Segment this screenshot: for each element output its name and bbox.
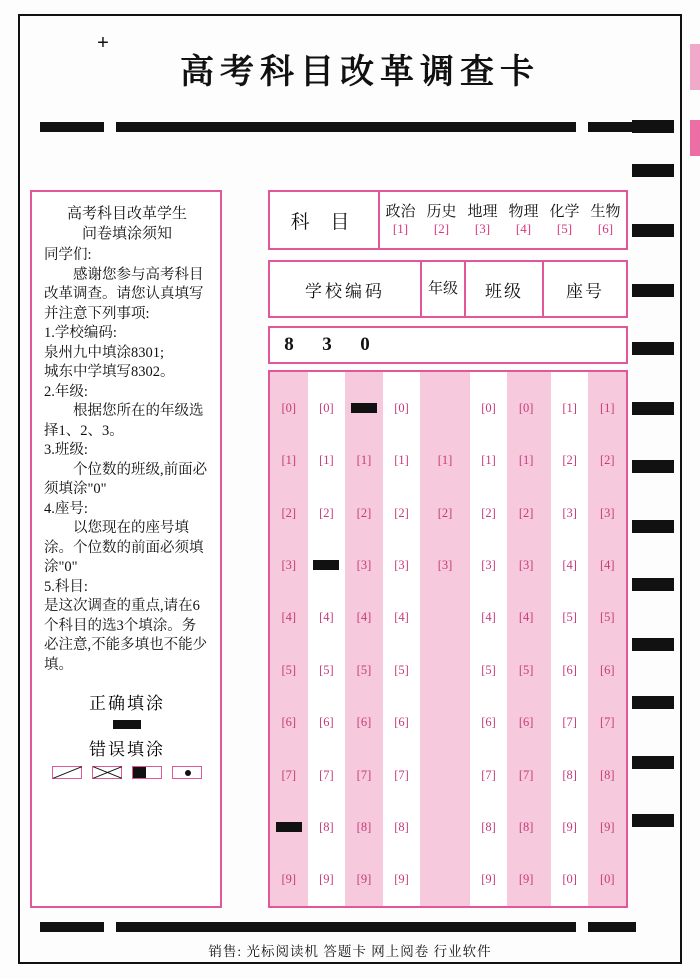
bubble-option[interactable]: [6]	[518, 715, 534, 730]
bubble-cell[interactable]	[519, 592, 534, 644]
bubble-option[interactable]: [5]	[394, 662, 409, 677]
bubble-option[interactable]: [7]	[481, 767, 496, 782]
bubble-option[interactable]: [7]	[562, 715, 577, 730]
bubble-cell[interactable]	[562, 434, 577, 486]
bubble-cell[interactable]	[394, 696, 409, 748]
bubble-cell[interactable]	[357, 487, 372, 539]
instruction-item-1-line-1: 泉州九中填涂8301;	[44, 344, 165, 361]
bubble-cell[interactable]	[481, 801, 496, 853]
bubble-cell[interactable]	[282, 539, 297, 591]
bubble-cell[interactable]	[432, 749, 458, 801]
bubble-cell[interactable]	[394, 539, 409, 591]
subject-table-label: 科 目	[290, 211, 358, 233]
printed-digit: 0	[360, 334, 370, 355]
bubble-option[interactable]: [4]	[319, 610, 334, 625]
instruction-item-3-head	[44, 441, 210, 461]
bubble-option[interactable]: [8]	[481, 819, 496, 834]
bubble-cell[interactable]	[319, 854, 334, 906]
instructions-salutation: 同学们:	[44, 247, 92, 263]
bubble-cell[interactable]	[319, 749, 334, 801]
bubble-cell[interactable]	[319, 801, 334, 853]
bubble-option[interactable]: [5]	[562, 610, 577, 625]
instructions-heading	[44, 204, 210, 244]
instruction-item-1-num: 1.	[44, 325, 55, 341]
bubble-option[interactable]: [5]	[599, 610, 615, 625]
bubble-empty	[432, 718, 458, 728]
bubble-empty	[432, 770, 458, 780]
bubble-option[interactable]: [8]	[599, 767, 615, 782]
correct-fill-label: 正确填涂	[89, 694, 165, 713]
bubble-cell[interactable]	[519, 539, 534, 591]
bubble-option[interactable]: [1]	[394, 453, 409, 468]
bubble-option[interactable]: [4]	[599, 557, 615, 572]
bubble-option[interactable]: [1]	[599, 400, 615, 415]
bubble-cell[interactable]	[313, 539, 339, 591]
instruction-item-4-line-1: 以您现在的座号填涂。个位数的前面必须填涂"0"	[44, 520, 204, 575]
bubble-cell[interactable]	[282, 487, 297, 539]
bubble-empty	[432, 613, 458, 623]
bubble-cell[interactable]	[432, 592, 458, 644]
identity-header-table	[268, 260, 628, 318]
registration-plus-icon: +	[97, 32, 109, 54]
bubble-option[interactable]: [2]	[437, 505, 453, 520]
bubble-cell[interactable]	[562, 382, 577, 434]
bubble-cell[interactable]	[600, 749, 615, 801]
bubble-option[interactable]: [3]	[518, 557, 534, 572]
bubble-option[interactable]: [0]	[481, 400, 496, 415]
bubble-option[interactable]: [6]	[394, 715, 409, 730]
bubble-option[interactable]: [3]	[437, 557, 453, 572]
bubble-column-grade[interactable]	[426, 372, 464, 906]
wrong-example-cross-icon	[92, 766, 122, 779]
bubble-option[interactable]: [9]	[319, 872, 334, 887]
bubble-cell[interactable]	[438, 434, 453, 486]
bubble-option[interactable]: [4]	[518, 610, 534, 625]
printed-digits-row	[268, 326, 628, 364]
bubble-option[interactable]: [8]	[319, 819, 334, 834]
bubble-cell[interactable]	[562, 749, 577, 801]
pink-edge-mark-lower	[690, 120, 700, 156]
bubble-column-class-1[interactable]	[470, 372, 508, 906]
bubble-option[interactable]: [3]	[281, 557, 297, 572]
bubble-cell[interactable]	[519, 696, 534, 748]
instructions-box	[30, 190, 222, 908]
bubble-cell[interactable]	[600, 382, 615, 434]
instruction-item-5-title: 科目:	[54, 578, 88, 595]
bubble-cell[interactable]	[562, 644, 577, 696]
bubble-option[interactable]: [3]	[481, 557, 496, 572]
bubble-option[interactable]: [1]	[319, 453, 334, 468]
bubble-cell[interactable]	[351, 382, 377, 434]
bubble-option[interactable]: [6]	[562, 662, 577, 677]
subject-col-shengwu[interactable]	[585, 192, 626, 248]
subject-name: 化学	[549, 204, 580, 220]
bubble-cell[interactable]	[519, 801, 534, 853]
bubble-cell[interactable]	[357, 749, 372, 801]
bubble-option[interactable]: [9]	[599, 819, 615, 834]
bubble-cell[interactable]	[394, 382, 409, 434]
bubble-cell[interactable]	[357, 592, 372, 644]
correct-fill-example-mark	[113, 720, 141, 729]
subject-bubble: [4]	[515, 221, 532, 236]
subject-bubble: [6]	[597, 221, 614, 236]
bubble-cell[interactable]	[319, 644, 334, 696]
bubble-option[interactable]: [8]	[356, 819, 372, 834]
instruction-item-3-line-1: 个位数的班级,前面必须填涂"0"	[44, 461, 208, 497]
instruction-item-4-title: 座号:	[54, 500, 88, 517]
bubble-cell[interactable]	[319, 382, 334, 434]
printed-digit	[574, 328, 612, 362]
bubble-cell[interactable]	[600, 539, 615, 591]
instruction-item-5-num: 5.	[44, 578, 55, 595]
bubble-cell[interactable]	[432, 644, 458, 696]
subject-table	[268, 190, 628, 250]
bubble-cell[interactable]	[481, 696, 496, 748]
subject-name: 生物	[590, 204, 621, 220]
bubble-option[interactable]: [7]	[599, 715, 615, 730]
bubble-cell[interactable]	[481, 644, 496, 696]
bubble-cell[interactable]	[562, 487, 577, 539]
bubble-cell[interactable]	[481, 854, 496, 906]
bubble-cell[interactable]	[432, 382, 458, 434]
bubble-option[interactable]: [2]	[481, 505, 496, 520]
bubble-cell[interactable]	[432, 854, 458, 906]
frame-line-bottom	[18, 962, 682, 964]
wrong-fill-label: 错误填涂	[89, 740, 165, 759]
bubble-option[interactable]: [7]	[319, 767, 334, 782]
bubble-cell[interactable]	[562, 539, 577, 591]
bubble-option[interactable]: [9]	[356, 872, 372, 887]
bubble-option[interactable]: [8]	[394, 819, 409, 834]
bubble-cell[interactable]	[600, 487, 615, 539]
subject-bubble: [3]	[474, 221, 491, 236]
instruction-item-1-title: 学校编码:	[54, 325, 117, 341]
bubble-cell[interactable]	[357, 696, 372, 748]
bubble-cell[interactable]	[357, 539, 372, 591]
bubble-option[interactable]: [5]	[281, 662, 297, 677]
bubble-column-school-2[interactable]	[308, 372, 346, 906]
instruction-item-3-title: 班级:	[54, 442, 88, 458]
page-title: 高考科目改革调查卡	[180, 52, 540, 92]
bubble-cell[interactable]	[600, 696, 615, 748]
bubble-option[interactable]: [5]	[518, 662, 534, 677]
subject-bubble: [1]	[392, 221, 409, 236]
bubble-option[interactable]: [7]	[518, 767, 534, 782]
pink-edge-mark-upper	[690, 44, 700, 90]
bubble-cell[interactable]	[562, 696, 577, 748]
instruction-item-4-num: 4.	[44, 500, 55, 517]
subject-col-zhengzhi[interactable]	[380, 192, 421, 248]
subject-col-wuli[interactable]	[503, 192, 544, 248]
subject-bubble: [2]	[433, 221, 450, 236]
header-class: 班级	[466, 262, 544, 316]
bubble-option[interactable]: [6]	[481, 715, 496, 730]
bubble-option[interactable]: [5]	[319, 662, 334, 677]
bubble-option[interactable]: [3]	[394, 557, 409, 572]
bubble-cell[interactable]	[394, 592, 409, 644]
bubble-option[interactable]: [9]	[394, 872, 409, 887]
printed-digit	[498, 328, 536, 362]
subject-name: 地理	[467, 204, 498, 220]
bubble-option[interactable]: [2]	[518, 505, 534, 520]
bubble-cell[interactable]	[319, 487, 334, 539]
bubble-option[interactable]: [1]	[281, 453, 297, 468]
bubble-option[interactable]: [0]	[319, 400, 334, 415]
wrong-fill-examples	[52, 766, 202, 779]
bubble-cell[interactable]	[519, 854, 534, 906]
bubble-option[interactable]: [5]	[356, 662, 372, 677]
bubble-column-class-2[interactable]	[507, 372, 545, 906]
bubble-cell[interactable]	[600, 801, 615, 853]
bubble-cell[interactable]	[519, 644, 534, 696]
bubble-empty	[432, 875, 458, 885]
instruction-item-5-line-1: 是这次调查的重点,请在6个科目的选3个填涂。务必注意,不能多填也不能少填。	[44, 598, 208, 673]
instructions-heading-line2: 问卷填涂须知	[81, 226, 172, 242]
bubble-option[interactable]: [8]	[518, 819, 534, 834]
printed-digit	[384, 328, 422, 362]
subject-col-huaxue[interactable]	[544, 192, 585, 248]
bubble-option[interactable]: [0]	[281, 400, 297, 415]
instruction-item-3-num: 3.	[44, 442, 55, 458]
printed-digit	[460, 328, 498, 362]
instruction-item-1-head	[44, 324, 210, 344]
bubble-cell[interactable]	[319, 696, 334, 748]
bubble-option[interactable]: [3]	[562, 505, 577, 520]
bubble-cell[interactable]	[357, 434, 372, 486]
bubble-cell[interactable]	[481, 749, 496, 801]
instruction-item-2-title: 年级:	[54, 383, 88, 400]
bubble-option[interactable]: [1]	[356, 453, 372, 468]
subject-col-dili[interactable]	[462, 192, 503, 248]
bubble-cell[interactable]	[562, 801, 577, 853]
bubble-cell[interactable]	[394, 487, 409, 539]
bubble-column-school-4[interactable]	[383, 372, 421, 906]
bubble-option[interactable]: [7]	[356, 767, 372, 782]
bubble-cell[interactable]	[519, 382, 534, 434]
subject-bubble: [5]	[556, 221, 573, 236]
bubble-cell[interactable]	[562, 854, 577, 906]
bubble-empty	[432, 665, 458, 675]
frame-line-right	[680, 14, 682, 964]
bubble-option[interactable]: [4]	[394, 610, 409, 625]
bubble-cell[interactable]	[481, 434, 496, 486]
bubble-option[interactable]: [4]	[481, 610, 496, 625]
wrong-example-dot-icon	[172, 766, 202, 779]
header-school-code: 学校编码	[270, 262, 422, 316]
bubble-option[interactable]: [9]	[562, 819, 577, 834]
timing-bar-row-top	[40, 122, 660, 132]
bubble-grid[interactable]	[268, 370, 628, 908]
instructions-body	[44, 246, 210, 675]
instruction-item-2-line-1: 根据您所在的年级选择1、2、3。	[44, 403, 204, 439]
instruction-item-5-head	[44, 578, 210, 598]
subject-name: 政治	[385, 204, 416, 220]
bubble-option[interactable]: [6]	[281, 715, 297, 730]
subject-col-lishi[interactable]	[421, 192, 462, 248]
bubble-cell[interactable]	[276, 801, 302, 853]
bubble-cell[interactable]	[600, 854, 615, 906]
frame-line-top	[18, 14, 682, 16]
header-seat: 座号	[566, 281, 604, 301]
timing-bar-row-bottom	[40, 922, 660, 932]
bubble-option[interactable]: [1]	[481, 453, 496, 468]
bubble-cell[interactable]	[481, 382, 496, 434]
subject-table-columns	[380, 192, 626, 248]
bubble-cell[interactable]	[562, 592, 577, 644]
bubble-option[interactable]: [9]	[281, 872, 297, 887]
header-grade: 年级	[422, 262, 466, 316]
bubble-cell[interactable]	[432, 801, 458, 853]
bubble-column-school-3[interactable]	[345, 372, 383, 906]
bubble-empty	[432, 822, 458, 832]
bubble-cell[interactable]	[600, 592, 615, 644]
subject-name: 物理	[508, 204, 539, 220]
instruction-item-2-num: 2.	[44, 383, 55, 400]
bubble-cell[interactable]	[438, 539, 453, 591]
bubble-column-school-1[interactable]	[270, 372, 308, 906]
subject-name: 历史	[426, 204, 457, 220]
bubble-cell[interactable]	[394, 854, 409, 906]
bubble-option[interactable]: [2]	[562, 453, 577, 468]
bubble-cell[interactable]	[519, 749, 534, 801]
bubble-cell[interactable]	[481, 487, 496, 539]
wrong-example-half-icon	[132, 766, 162, 779]
bubble-cell[interactable]	[282, 749, 297, 801]
bubble-cell[interactable]	[319, 434, 334, 486]
bubble-option[interactable]: [2]	[319, 505, 334, 520]
bubble-filled-mark[interactable]	[313, 560, 339, 570]
bubble-cell[interactable]	[394, 749, 409, 801]
bubble-option[interactable]: [4]	[562, 557, 577, 572]
bubble-cell[interactable]	[394, 434, 409, 486]
bubble-option[interactable]: [3]	[599, 505, 615, 520]
bubble-cell[interactable]	[357, 801, 372, 853]
bubble-option[interactable]: [1]	[562, 400, 577, 415]
instructions-heading-line1: 高考科目改革学生	[66, 206, 187, 222]
bubble-option[interactable]: [2]	[394, 505, 409, 520]
bubble-option[interactable]: [6]	[356, 715, 372, 730]
bubble-option[interactable]: [2]	[599, 453, 615, 468]
bubble-filled-mark[interactable]	[276, 822, 302, 832]
bubble-cell[interactable]	[519, 487, 534, 539]
bubble-cell[interactable]	[357, 644, 372, 696]
instruction-item-1-line-2: 城东中学填写8302。	[44, 364, 175, 380]
bubble-option[interactable]: [6]	[599, 662, 615, 677]
wrong-example-slash-icon	[52, 766, 82, 779]
bubble-cell[interactable]	[282, 382, 297, 434]
bubble-option[interactable]: [1]	[518, 453, 534, 468]
footer-text: 销售: 光标阅读机 答题卡 网上阅卷 行业软件	[208, 944, 492, 959]
bubble-cell[interactable]	[357, 854, 372, 906]
bubble-cell[interactable]	[481, 539, 496, 591]
printed-digit	[536, 328, 574, 362]
bubble-cell[interactable]	[438, 487, 453, 539]
bubble-option[interactable]: [3]	[356, 557, 372, 572]
bubble-option[interactable]: [7]	[281, 767, 297, 782]
bubble-option[interactable]: [9]	[518, 872, 534, 887]
printed-digit: 8	[284, 334, 294, 355]
bubble-empty	[432, 403, 458, 413]
bubble-option[interactable]: [0]	[599, 872, 615, 887]
bubble-option[interactable]: [0]	[394, 400, 409, 415]
bubble-option[interactable]: [7]	[394, 767, 409, 782]
bubble-cell[interactable]	[282, 644, 297, 696]
bubble-option[interactable]: [0]	[562, 872, 577, 887]
bubble-column-seat-2[interactable]	[588, 372, 626, 906]
bubble-cell[interactable]	[600, 434, 615, 486]
bubble-cell[interactable]	[394, 644, 409, 696]
bubble-option[interactable]: [9]	[481, 872, 496, 887]
instructions-intro: 感谢您参与高考科目改革调查。请您认真填写并注意下列事项:	[44, 266, 204, 322]
bubble-option[interactable]: [8]	[562, 767, 577, 782]
bubble-cell[interactable]	[282, 434, 297, 486]
bubble-cell[interactable]	[282, 696, 297, 748]
bubble-option[interactable]: [0]	[518, 400, 534, 415]
bubble-cell[interactable]	[519, 434, 534, 486]
bubble-cell[interactable]	[432, 696, 458, 748]
bubble-option[interactable]: [4]	[356, 610, 372, 625]
bubble-cell[interactable]	[282, 592, 297, 644]
bubble-option[interactable]: [1]	[437, 453, 453, 468]
bubble-cell[interactable]	[319, 592, 334, 644]
instruction-item-4-head	[44, 500, 210, 520]
printed-digit: 3	[322, 334, 332, 355]
bubble-option[interactable]: [2]	[281, 505, 297, 520]
instruction-item-2-head	[44, 383, 210, 403]
bubble-option[interactable]: [2]	[356, 505, 372, 520]
bubble-cell[interactable]	[394, 801, 409, 853]
bubble-cell[interactable]	[481, 592, 496, 644]
printed-digit	[422, 328, 460, 362]
bubble-option[interactable]: [4]	[281, 610, 297, 625]
frame-line-left	[18, 14, 20, 964]
bubble-option[interactable]: [5]	[481, 662, 496, 677]
bubble-cell[interactable]	[282, 854, 297, 906]
bubble-option[interactable]: [6]	[319, 715, 334, 730]
bubble-cell[interactable]	[600, 644, 615, 696]
bubble-column-seat-1[interactable]	[551, 372, 589, 906]
bubble-filled-mark[interactable]	[351, 403, 377, 413]
